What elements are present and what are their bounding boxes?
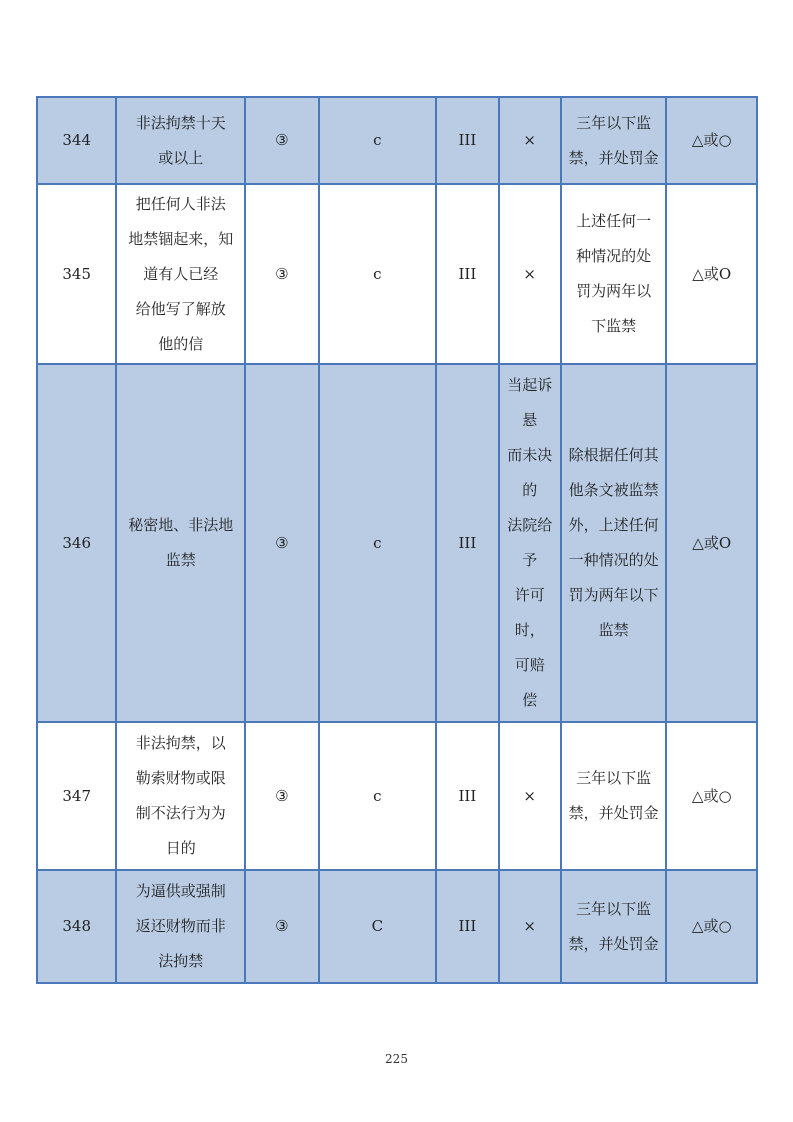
roman-class-cell: III [436, 184, 498, 364]
penalty-cell: 三年以下监 禁，并处罚金 [561, 722, 667, 870]
symbol-cell: △或○ [666, 97, 757, 184]
circle-marker-cell: ③ [245, 364, 318, 722]
table-row [37, 97, 757, 184]
level-cell: c [319, 364, 437, 722]
offense-description-cell: 非法拘禁十天 或以上 [116, 97, 245, 184]
section-number-cell: 348 [37, 870, 116, 983]
compensation-cell: × [499, 184, 561, 364]
table-row [37, 184, 757, 364]
circle-marker-cell: ③ [245, 184, 318, 364]
section-number-cell: 344 [37, 97, 116, 184]
section-number-cell: 345 [37, 184, 116, 364]
offense-description-cell: 把任何人非法 地禁锢起来，知 道有人已经 给他写了解放 他的信 [116, 184, 245, 364]
table-row [37, 870, 757, 983]
symbol-cell: △或O [666, 184, 757, 364]
compensation-cell: × [499, 722, 561, 870]
level-cell: C [319, 870, 437, 983]
table-row [37, 722, 757, 870]
circle-marker-cell: ③ [245, 722, 318, 870]
penalty-cell: 除根据任何其 他条文被监禁 外，上述任何 一种情况的处 罚为两年以下 监禁 [561, 364, 667, 722]
roman-class-cell: III [436, 97, 498, 184]
section-number-cell: 346 [37, 364, 116, 722]
symbol-cell: △或O [666, 364, 757, 722]
offense-table [36, 96, 758, 984]
symbol-cell: △或○ [666, 722, 757, 870]
table-row [37, 364, 757, 722]
compensation-cell: 当起诉 悬 而未决 的 法院给 予 许可 时， 可赔 偿 [499, 364, 561, 722]
section-number-cell: 347 [37, 722, 116, 870]
page-number: 225 [385, 1052, 408, 1066]
level-cell: c [319, 722, 437, 870]
roman-class-cell: III [436, 364, 498, 722]
circle-marker-cell: ③ [245, 97, 318, 184]
level-cell: c [319, 184, 437, 364]
compensation-cell: × [499, 97, 561, 184]
circle-marker-cell: ③ [245, 870, 318, 983]
offense-description-cell: 非法拘禁，以 勒索财物或限 制不法行为为 日的 [116, 722, 245, 870]
symbol-cell: △或○ [666, 870, 757, 983]
penalty-cell: 上述任何一 种情况的处 罚为两年以 下监禁 [561, 184, 667, 364]
penalty-cell: 三年以下监 禁，并处罚金 [561, 870, 667, 983]
level-cell: c [319, 97, 437, 184]
offense-description-cell: 秘密地、非法地 监禁 [116, 364, 245, 722]
roman-class-cell: III [436, 870, 498, 983]
roman-class-cell: III [436, 722, 498, 870]
compensation-cell: × [499, 870, 561, 983]
penalty-cell: 三年以下监 禁，并处罚金 [561, 97, 667, 184]
offense-description-cell: 为逼供或强制 返还财物而非 法拘禁 [116, 870, 245, 983]
